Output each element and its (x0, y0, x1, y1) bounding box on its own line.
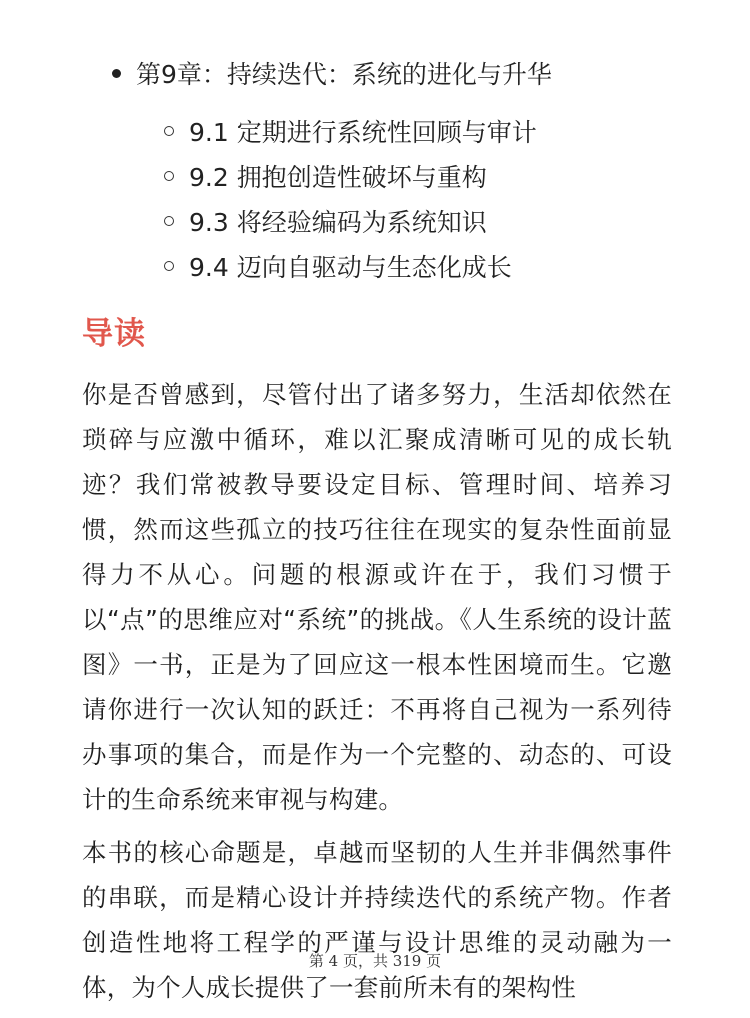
section-heading: 导读 (82, 316, 146, 352)
body-text (82, 372, 672, 1018)
bullet-circle-icon (164, 261, 174, 271)
toc-chapter-title: 第9章：持续迭代：系统的进化与升华 (136, 60, 552, 89)
paragraph: 你是否曾感到，尽管付出了诸多努力，生活却依然在琐碎与应激中循环，难以汇聚成清晰可见的成长轨迹？我们常被教导要设定目标、管理时间、培养习惯，然而这些孤立的技巧往往在现实的复杂性面前显得力不从心。问题的根源或许在于，我们习惯于以“点”的思维应对“系统”的挑战。《人生系统的设计蓝图》一书，正是为了回应这一根本性困境而生。它邀请你进行一次认知的跃迁：不再将自己视为一系列待办事项的集合，而是作为一个完整的、动态的、可设计的生命系统来审视与构建。 (82, 380, 672, 814)
table-of-contents (112, 52, 712, 288)
bullet-disc-icon (112, 69, 121, 78)
toc-item-label: 9.3 将经验编码为系统知识 (189, 207, 487, 237)
toc-item (164, 153, 712, 198)
bullet-circle-icon (164, 216, 174, 226)
toc-item-label: 9.1 定期进行系统性回顾与审计 (189, 117, 537, 147)
page-number-footer: 第 4 页，共 319 页 (308, 952, 442, 970)
toc-item (164, 243, 712, 288)
toc-sub-list (112, 108, 712, 288)
bullet-circle-icon (164, 171, 174, 181)
toc-item (164, 198, 712, 243)
paragraph: 本书的核心命题是，卓越而坚韧的人生并非偶然事件的串联，而是精心设计并持续迭代的系统产物。作者创造性地将工程学的严谨与设计思维的灵动融为一体，为个人成长提供了一套前所未有的架构性 (82, 838, 672, 1002)
toc-chapter-entry (112, 52, 712, 94)
toc-item (164, 108, 712, 153)
toc-item-label: 9.2 拥抱创造性破坏与重构 (189, 162, 487, 192)
bullet-circle-icon (164, 126, 174, 136)
toc-item-label: 9.4 迈向自驱动与生态化成长 (189, 252, 512, 282)
